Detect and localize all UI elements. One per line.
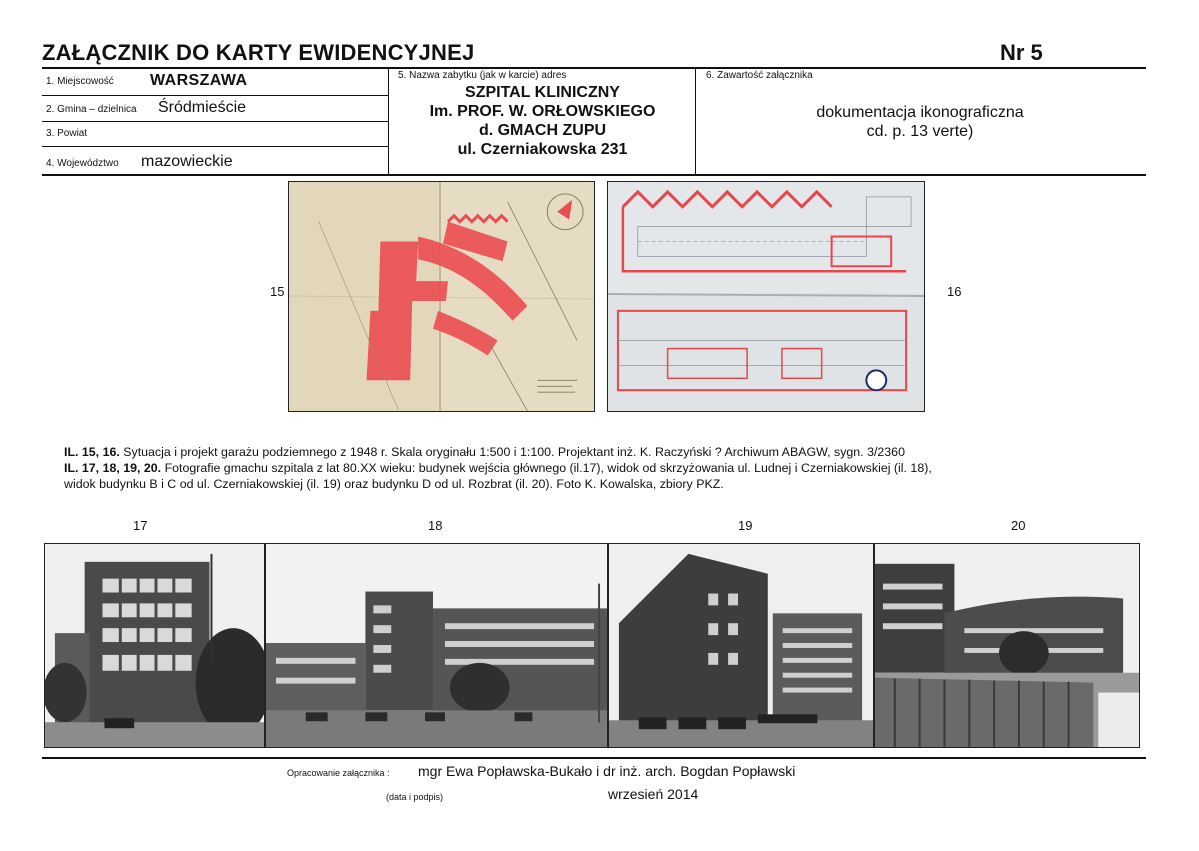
powiat-label: 3. Powiat — [46, 128, 88, 139]
caption-label-17-20: IL. 17, 18, 19, 20. — [64, 461, 162, 475]
page-title: ZAŁĄCZNIK DO KARTY EWIDENCYJNEJ — [42, 40, 475, 65]
caption-text-15-16: Sytuacja i projekt garażu podziemnego z 1948 r. Skala oryginału 1:500 i 1:100. Projektant inż. K. Raczyński ? Archiwum ABAGW, sygn. 3/2360 — [119, 445, 905, 459]
caption-text-17-20: Fotografie gmachu szpitala z lat 80.XX wieku: budynek wejścia głównego (il.17), widok od skrzyżowania ul. Ludnej i Czerniakowskiej (il. 18), — [161, 461, 932, 475]
figure-number-19: 19 — [738, 518, 753, 533]
nazwa-line3: d. GMACH ZUPU — [478, 122, 607, 139]
header-bottom-rule — [42, 174, 1146, 176]
opracowanie-label: Opracowanie załącznika : — [287, 768, 390, 778]
figure-number-18: 18 — [428, 518, 443, 533]
zawartosc-line2: cd. p. 13 verte) — [866, 123, 974, 140]
opracowanie-value: mgr Ewa Popławska-Bukało i dr inż. arch. Bogdan Popławski — [418, 763, 796, 779]
field-divider — [42, 121, 388, 122]
miejscowosc-value: WARSZAWA — [150, 72, 248, 89]
figure-number-16: 16 — [947, 284, 962, 299]
nazwa-line1: SZPITAL KLINICZNY — [465, 84, 620, 101]
column-divider — [388, 68, 389, 175]
column-divider — [695, 68, 696, 175]
miejscowosc-label: 1. Miejscowość — [46, 76, 114, 87]
field-divider — [42, 95, 388, 96]
data-value: wrzesień 2014 — [608, 786, 699, 802]
photo-main-entrance — [44, 543, 265, 748]
caption — [64, 444, 1154, 492]
zawartosc-line1: dokumentacja ikonograficzna — [816, 104, 1024, 121]
wojewodztwo-value: mazowieckie — [141, 153, 233, 170]
nazwa-label: 5. Nazwa zabytku (jak w karcie) adres — [398, 70, 567, 81]
wojewodztwo-label: 4. Województwo — [46, 158, 119, 169]
footer-rule — [42, 757, 1146, 759]
data-label: (data i podpis) — [386, 792, 444, 802]
photo-building-d — [874, 543, 1140, 748]
gmina-value: Śródmieście — [158, 99, 247, 116]
nazwa-line2: Im. PROF. W. ORŁOWSKIEGO — [429, 103, 656, 120]
garage-drawing-image — [607, 181, 925, 412]
zawartosc-block — [700, 103, 1140, 141]
attachment-number: Nr 5 — [1000, 40, 1043, 65]
figure-number-15: 15 — [270, 284, 285, 299]
photo-buildings-b-c — [608, 543, 874, 748]
field-divider — [42, 146, 388, 147]
nazwa-line4: ul. Czerniakowska 231 — [457, 141, 628, 158]
nazwa-block — [390, 83, 695, 159]
header-rule — [42, 67, 1146, 69]
gmina-label: 2. Gmina – dzielnica — [46, 104, 137, 115]
photo-ludna-crossing — [265, 543, 608, 748]
figure-number-20: 20 — [1011, 518, 1026, 533]
zawartosc-label: 6. Zawartość załącznika — [706, 70, 813, 81]
site-plan-image — [288, 181, 595, 412]
caption-text-17-20-cont: widok budynku B i C od ul. Czerniakowskiej (il. 19) oraz budynku D od ul. Rozbrat (il. 20). Foto K. Kowalska, zbiory PKZ. — [64, 477, 724, 491]
figure-number-17: 17 — [133, 518, 148, 533]
caption-label-15-16: IL. 15, 16. — [64, 445, 120, 459]
